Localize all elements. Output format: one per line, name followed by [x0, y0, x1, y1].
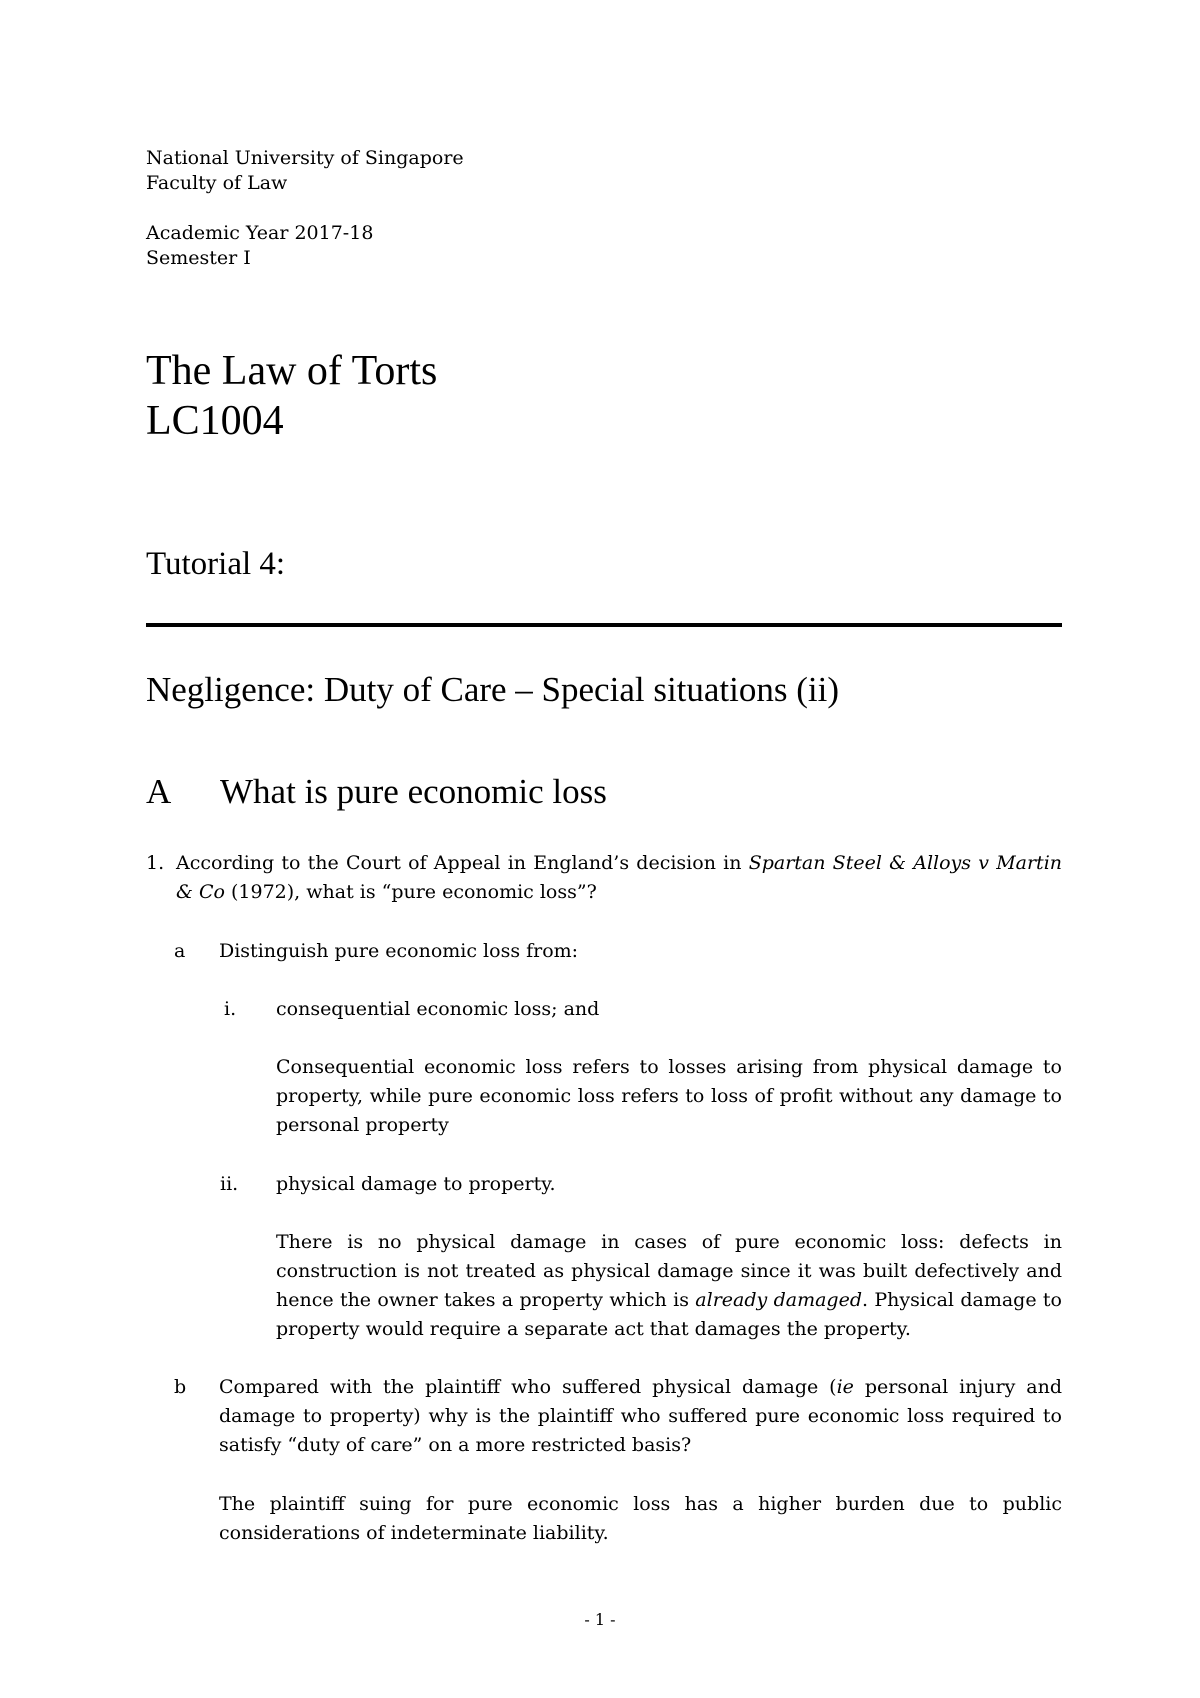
topic-title: Negligence: Duty of Care – Special situations (ii)	[146, 670, 840, 709]
question-1-text-after: (1972), what is “pure economic loss”?	[224, 881, 597, 903]
sub-item-marker: ii.	[220, 1173, 239, 1195]
sub-question-b-text	[219, 1373, 1062, 1460]
horizontal-divider	[146, 623, 1062, 627]
sub-item-i-text: consequential economic loss; and	[276, 998, 600, 1020]
question-b-emphasis: ie	[836, 1376, 854, 1398]
sub-item-marker: i.	[224, 998, 237, 1020]
course-code: LC1004	[146, 398, 284, 444]
question-1-text	[176, 849, 1062, 907]
sub-question-a-text: Distinguish pure economic loss from:	[219, 940, 579, 962]
document-header	[146, 146, 464, 271]
answer-emphasis: already damaged	[695, 1289, 862, 1311]
answer-text-before: There is no physical damage in cases of pure economic loss: defects in construction is not treated as physical damage since it was built defectively and hence the owner takes a property which is	[276, 1231, 1062, 1311]
tutorial-label: Tutorial 4:	[146, 546, 286, 582]
academic-year: Academic Year 2017-18	[146, 222, 374, 244]
sub-item-i-answer: Consequential economic loss refers to losses arising from physical damage to property, while pure economic loss refers to loss of profit without any damage to personal property	[276, 1056, 1062, 1136]
page-number: - 1 -	[584, 1610, 616, 1629]
question-number: 1.	[146, 852, 165, 874]
faculty-name: Faculty of Law	[146, 172, 288, 194]
answer-text-after: . Physical damage to property would require a separate act that damages the property.	[276, 1289, 1062, 1340]
sub-question-b-answer: The plaintiff suing for pure economic loss has a higher burden due to public considerations of indeterminate liability.	[219, 1493, 1062, 1544]
sub-item-ii-text: physical damage to property.	[276, 1173, 556, 1195]
question-b-text-before: Compared with the plaintiff who suffered physical damage (	[219, 1376, 837, 1398]
semester: Semester I	[146, 247, 251, 269]
section-title: What is pure economic loss	[220, 772, 607, 811]
question-1-text-before: According to the Court of Appeal in England’s decision in	[176, 852, 749, 874]
sub-item-ii-answer	[276, 1228, 1062, 1344]
course-title-block	[146, 346, 437, 446]
university-name: National University of Singapore	[146, 147, 464, 169]
section-a-heading	[146, 771, 607, 813]
case-name: Spartan Steel & Alloys v Martin & Co	[176, 852, 1063, 903]
question-b-text-after: personal injury and damage to property) why is the plaintiff who suffered pure economic loss required to satisfy “duty of care” on a more restricted basis?	[219, 1376, 1062, 1456]
sub-question-marker: a	[174, 940, 186, 962]
sub-question-marker: b	[174, 1376, 187, 1398]
course-title: The Law of Torts	[146, 348, 438, 394]
section-letter: A	[146, 772, 172, 811]
